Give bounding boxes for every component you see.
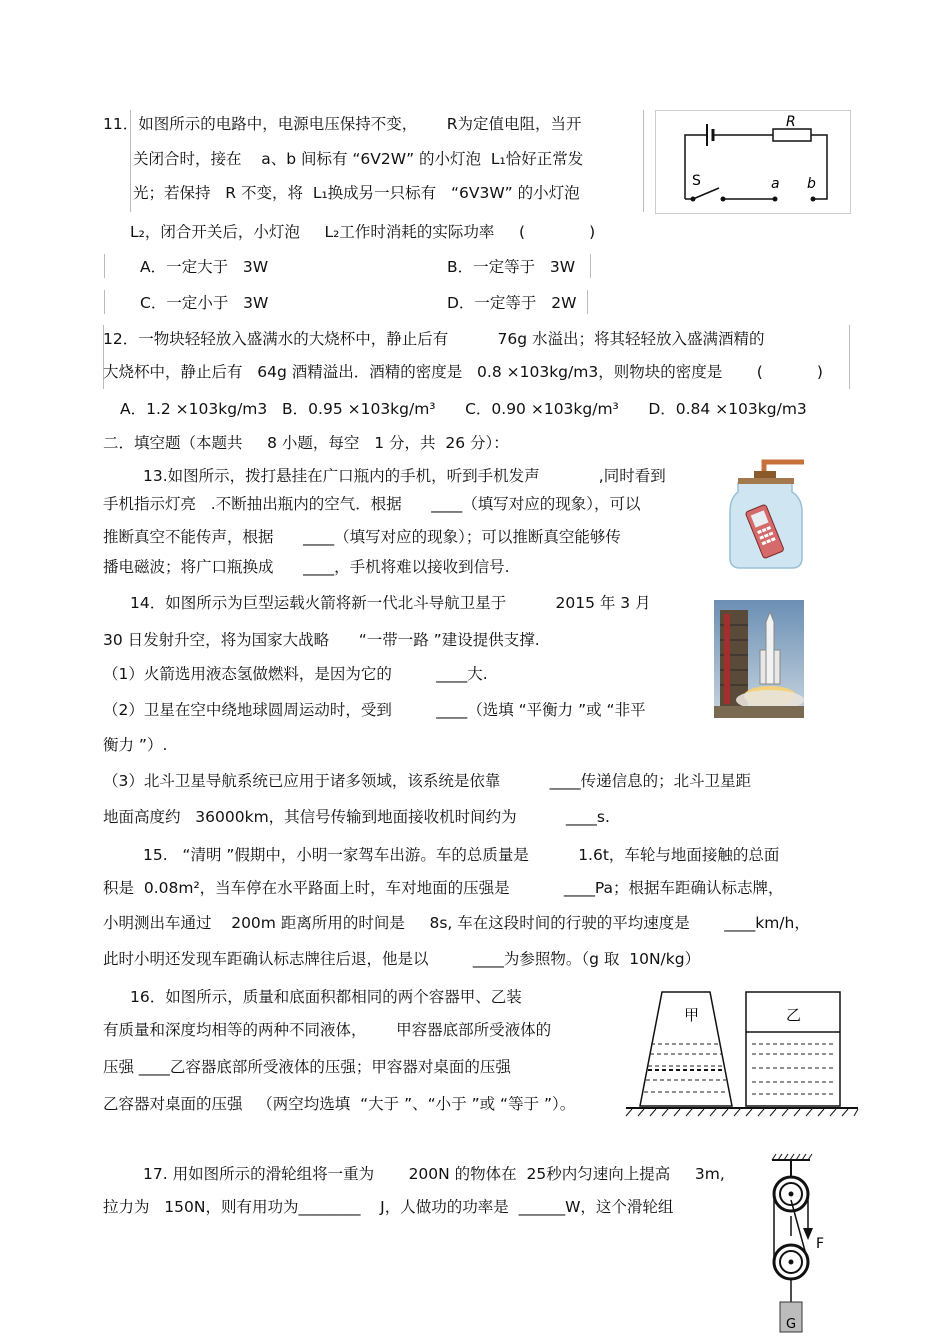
q16-line4: 乙容器对桌面的压强 （两空均选填 “大于 ”、“小于 ”或 “等于 ”）。 (103, 1095, 576, 1113)
label-f: F (816, 1236, 825, 1252)
q16-line3: 压强 ____乙容器底部所受液体的压强；甲容器对桌面的压强 (103, 1058, 511, 1076)
jar-phone-figure (724, 458, 808, 570)
q11-option-a: A．一定大于 3W (140, 258, 269, 276)
container-yi (746, 992, 840, 1106)
q13-line4: 播电磁波；将广口瓶换成 ____，手机将难以接收到信号. (103, 558, 510, 576)
q16-line2: 有质量和深度均相等的两种不同液体， 甲容器底部所受液体的 (103, 1021, 552, 1039)
pulley-figure (762, 1152, 838, 1342)
switch-s (693, 188, 719, 199)
q11-line2: 关闭合时，接在 a、b 间标有 “6V2W” 的小灯泡 L₁恰好正常发 (133, 150, 584, 168)
q15-line4: 此时小明还发现车距确认标志牌往后退，他是以 ____为参照物。（g 取 10N/kg） (103, 950, 701, 968)
arrow-down-icon (803, 1228, 813, 1240)
label-s: S (692, 173, 701, 189)
q15-line1: 15. “清明 ”假期中，小明一家驾车出游。车的总质量是 1.6t，车轮与地面接触的总面 (143, 846, 780, 864)
q11-option-c: C．一定小于 3W (140, 294, 269, 312)
label-g: G (786, 1317, 797, 1332)
q14-line1: 14．如图所示为巨型运载火箭将新一代北斗导航卫星于 2015 年 3 月 (130, 594, 651, 612)
fixed-pulley (774, 1177, 808, 1211)
resistor-r (773, 129, 811, 141)
container-jia (640, 992, 732, 1106)
q12-line2: 大烧杯中，静止后有 64g 酒精溢出．酒精的密度是 0.8 ×103kg/m3，则物块的密度是 ( ) (103, 363, 823, 381)
q14-line3: （1）火箭选用液态氢做燃料，是因为它的 ____大. (103, 665, 488, 683)
q17-line2: 拉力为 150N，则有用功为________ J，人做功的功率是 ______W，这个滑轮组 (103, 1198, 674, 1216)
label-yi: 乙 (786, 1006, 802, 1024)
q14-line2: 30 日发射升空，将为国家大战略 “一带一路 ”建设提供支撑. (103, 631, 540, 649)
q11-option-d: D．一定等于 2W (447, 294, 577, 312)
q14-line4: （2）卫星在空中绕地球圆周运动时，受到 ____（选填 “平衡力 ”或 “非平 (103, 701, 646, 719)
q13-line3: 推断真空不能传声，根据 ____（填写对应的现象）；可以推断真空能够传 (103, 528, 621, 546)
label-jia: 甲 (684, 1006, 700, 1024)
q16-line1: 16．如图所示，质量和底面积都相同的两个容器甲、乙装 (130, 988, 522, 1006)
q15-line3: 小明测出车通过 200m 距离所用的时间是 8s, 车在这段时间的行驶的平均速度是 ____km/h， (103, 914, 810, 932)
label-a: a (771, 176, 780, 192)
q12-line1: 12．一物块轻轻放入盛满水的大烧杯中，静止后有 76g 水溢出；将其轻轻放入盛满酒精的 (103, 330, 765, 348)
q14-line7: 地面高度约 36000km，其信号传输到地面接收机时间约为 ____s. (103, 808, 610, 826)
rocket-launch-figure (714, 600, 804, 718)
q12-options: A．1.2 ×103kg/m3 B．0.95 ×103kg/m³ C．0.90 ×103kg/m³ D．0.84 ×103kg/m3 (120, 400, 807, 418)
q14-line6: （3）北斗卫星导航系统已应用于诸多领域，该系统是依靠 ____传递信息的；北斗卫星距 (103, 772, 752, 790)
containers-figure (624, 988, 860, 1120)
q13-line1: 13.如图所示，拨打悬挂在广口瓶内的手机，听到手机发声 ,同时看到 (143, 467, 666, 485)
q11-line1: 11．如图所示的电路中，电源电压保持不变， R为定值电阻，当开 (103, 115, 582, 133)
q17-line1: 17. 用如图所示的滑轮组将一重为 200N 的物体在 25秒内匀速向上提高 3m, (143, 1165, 725, 1183)
q15-line2: 积是 0.08m²，当车停在水平路面上时，车对地面的压强是 ____Pa；根据车距确认标志牌， (103, 879, 784, 897)
movable-pulley (774, 1245, 808, 1279)
q14-line5: 衡力 ”）. (103, 736, 168, 754)
label-b: b (807, 176, 816, 192)
label-r: R (786, 114, 796, 130)
section-2-heading: 二．填空题（本题共 8 小题，每空 1 分，共 26 分）： (103, 434, 509, 452)
q13-line2: 手机指示灯亮 .不断抽出瓶内的空气．根据 ____（填写对应的现象），可以 (103, 495, 641, 513)
q11-line4: L₂，闭合开关后，小灯泡 L₂工作时消耗的实际功率 ( ) (130, 223, 596, 241)
q11-line3: 光；若保持 R 不变，将 L₁换成另一只标有 “6V3W” 的小灯泡 (133, 184, 580, 202)
q11-option-b: B．一定等于 3W (447, 258, 576, 276)
circuit-figure (655, 110, 851, 214)
